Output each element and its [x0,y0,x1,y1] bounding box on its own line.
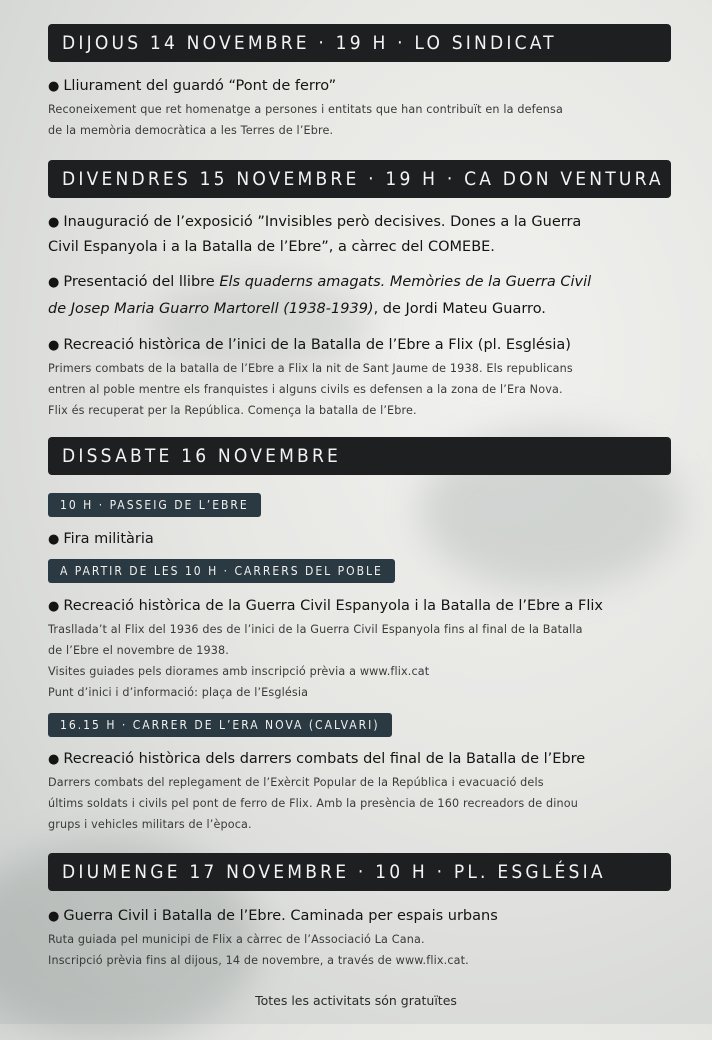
event-fira-militaria [48,527,688,552]
book-title: Els quaderns amagats. Memòries de la Guerra Civil [219,274,592,290]
event-presentacio-llibre [48,269,688,322]
event-desc-line: Ruta guiada pel municipi de Flix a càrrec de l’Associació La Cana. [48,933,425,946]
bullet-icon: ● [48,752,60,767]
event-title-d: , de Jordi Mateu Guarro. [373,301,546,317]
event-desc-line: Inscripció prèvia fins al dijous, 14 de novembre, a través de www.flix.cat. [48,954,469,967]
event-desc-line: Trasllada’t al Flix del 1936 des de l’inici de la Guerra Civil Espanyola fins al final de la Batalla [48,623,583,636]
event-desc-line: Flix és recuperat per la República. Comença la batalla de l’Ebre. [48,404,417,417]
event-title: Fira militària [63,531,154,547]
event-exposicio [48,210,688,259]
event-title: Recreació històrica dels darrers combats del final de la Batalla de l’Ebre [63,751,586,767]
bullet-icon: ● [48,599,60,614]
event-title-cont: Civil Espanyola i a la Batalla de l’Ebre”, a càrrec del COMEBE. [48,239,495,255]
time-location-pill: 16.15 H · CARRER DE L’ERA NOVA (CALVARI) [48,713,392,737]
event-title-a: Presentació del llibre [63,274,220,290]
event-title: Guerra Civil i Batalla de l’Ebre. Caminada per espais urbans [63,908,498,924]
event-recreacio-guerra-civil [48,594,688,703]
header-saturday: DISSABTE 16 NOVEMBRE [48,437,671,475]
event-title: Recreació històrica de la Guerra Civil Espanyola i la Batalla de l’Ebre a Flix [63,598,604,614]
bullet-icon: ● [48,215,60,230]
bullet-icon: ● [48,909,60,924]
event-desc-line: Reconeixement que ret homenatge a persones i entitats que han contribuït en la defensa [48,103,563,116]
bullet-icon: ● [48,338,60,353]
footer-note: Totes les activitats són gratuïtes [255,993,457,1008]
event-darrers-combats [48,747,688,835]
header-sunday: DIUMENGE 17 NOVEMBRE · 10 H · PL. ESGLÉSIA [48,853,671,891]
event-desc-line: de l’Ebre el novembre de 1938. [48,644,230,657]
event-recreacio-inici [48,333,688,421]
book-title-cont: de Josep Maria Guarro Martorell (1938-1939) [48,301,374,317]
time-location-pill: 10 H · PASSEIG DE L’EBRE [48,493,261,517]
time-location-pill: A PARTIR DE LES 10 H · CARRERS DEL POBLE [48,559,395,583]
event-caminada [48,904,688,971]
event-desc-line: Darrers combats del replegament de l’Exèrcit Popular de la República i evacuació dels [48,776,544,789]
event-desc-line: Primers combats de la batalla de l’Ebre a Flix la nit de Sant Jaume de 1938. Els republicans [48,362,573,375]
event-title: Inauguració de l’exposició ”Invisibles però decisives. Dones a la Guerra [63,214,582,230]
event-desc-line: Visites guiades pels diorames amb inscripció prèvia a www.flix.cat [48,665,430,678]
bullet-icon: ● [48,79,60,94]
bullet-icon: ● [48,532,60,547]
event-title: Recreació històrica de l’inici de la Batalla de l’Ebre a Flix (pl. Església) [63,337,571,353]
header-thursday: DIJOUS 14 NOVEMBRE · 19 H · LO SINDICAT [48,24,671,62]
header-friday: DIVENDRES 15 NOVEMBRE · 19 H · CA DON VENTURA [48,160,671,198]
event-desc-line: últims soldats i civils pel pont de ferro de Flix. Amb la presència de 160 recreadors de dinou [48,797,578,810]
event-desc-line: Punt d’inici i d’informació: plaça de l’Església [48,686,309,699]
event-pont-de-ferro [48,74,688,141]
event-desc-line: entren al poble mentre els franquistes i alguns civils es defensen a la zona de l’Era Nova. [48,383,563,396]
event-desc-line: grups i vehicles militars de l’època. [48,818,252,831]
event-title: Lliurament del guardó “Pont de ferro” [63,78,337,94]
bullet-icon: ● [48,275,60,290]
event-desc-line: de la memòria democràtica a les Terres de l’Ebre. [48,124,334,137]
